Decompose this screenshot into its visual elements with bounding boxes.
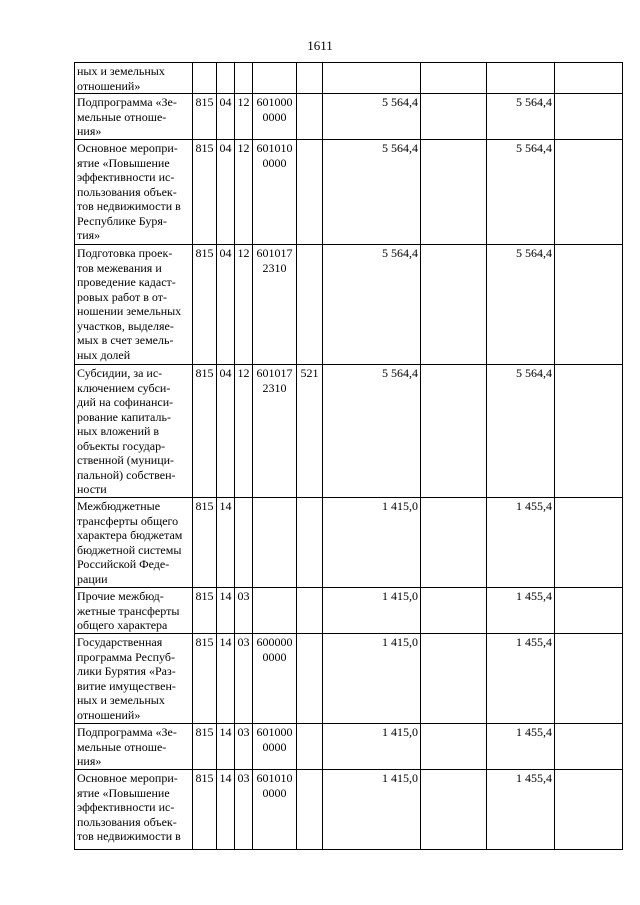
cell-sum-1 [323,245,421,365]
cell-rz-code [217,634,235,724]
cell-rz-code-text: 14 [219,771,232,785]
cell-pr-code-text: 12 [237,246,250,260]
table-row [75,63,623,94]
cell-pr-code-text: 12 [237,141,250,155]
cell-csr-code [253,770,297,850]
cell-gr-code [193,770,217,850]
cell-name [75,770,193,850]
cell-name-text: Межбюджетные трансферты общего характера бюджетам бюджетной системы Российской Феде- рации [77,499,183,586]
cell-name [75,634,193,724]
cell-csr-code [253,634,297,724]
cell-pr-code [235,498,253,588]
cell-vr-code [297,498,323,588]
cell-sum-1-text: 5 564,4 [382,141,418,155]
cell-sum-1 [323,365,421,498]
cell-pr-code [235,94,253,140]
table-row [75,634,623,724]
cell-name-text: Основное меропри- ятие «Повышение эффективности ис- пользования объек- тов недвижимости в [77,771,181,843]
cell-vr-code [297,245,323,365]
cell-sum-4 [555,770,623,850]
cell-vr-code-text: 521 [300,366,319,380]
cell-sum-1-text: 5 564,4 [382,366,418,380]
cell-csr-code [253,140,297,245]
cell-sum-1-text: 1 415,0 [382,725,418,739]
cell-rz-code-text: 14 [219,499,232,513]
cell-name [75,588,193,634]
cell-sum-1-text: 1 415,0 [382,635,418,649]
cell-sum-4 [555,498,623,588]
cell-vr-code [297,140,323,245]
cell-sum-1 [323,770,421,850]
cell-vr-code [297,724,323,770]
cell-sum-1-text: 1 415,0 [382,771,418,785]
cell-sum-1-text: 5 564,4 [382,95,418,109]
cell-sum-2 [421,724,487,770]
cell-rz-code [217,365,235,498]
cell-sum-2 [421,245,487,365]
cell-gr-code [193,588,217,634]
cell-vr-code [297,770,323,850]
cell-sum-3 [487,770,555,850]
cell-sum-3-text: 1 455,4 [516,725,552,739]
cell-sum-3-text: 5 564,4 [516,141,552,155]
cell-gr-code [193,63,217,94]
cell-csr-code-text: 601017 2310 [256,366,293,395]
cell-name-text: Подпрограмма «Зе- мельные отноше- ния» [77,95,177,138]
cell-sum-1-text: 1 415,0 [382,499,418,513]
cell-name [75,724,193,770]
cell-sum-4 [555,94,623,140]
cell-gr-code-text: 815 [195,635,214,649]
cell-sum-1 [323,724,421,770]
cell-sum-4 [555,634,623,724]
cell-sum-3-text: 1 455,4 [516,589,552,603]
cell-rz-code-text: 04 [219,246,232,260]
cell-pr-code [235,365,253,498]
cell-name-text: Государственная программа Респуб- лики Бурятия «Раз- витие имуществен- ных и земельных отношений» [77,635,176,722]
cell-gr-code-text: 815 [195,141,214,155]
cell-gr-code-text: 815 [195,246,214,260]
cell-sum-3-text: 5 564,4 [516,246,552,260]
table-row [75,94,623,140]
cell-csr-code [253,588,297,634]
cell-csr-code [253,94,297,140]
table-row [75,724,623,770]
cell-rz-code [217,770,235,850]
cell-rz-code-text: 04 [219,366,232,380]
cell-sum-2 [421,498,487,588]
cell-sum-2 [421,63,487,94]
cell-sum-2 [421,365,487,498]
cell-rz-code [217,724,235,770]
cell-csr-code [253,365,297,498]
cell-gr-code-text: 815 [195,499,214,513]
cell-csr-code-text: 601017 2310 [256,246,293,275]
cell-sum-2 [421,634,487,724]
cell-gr-code [193,94,217,140]
cell-rz-code-text: 04 [219,95,232,109]
cell-sum-1 [323,140,421,245]
cell-sum-2 [421,588,487,634]
cell-vr-code [297,365,323,498]
cell-sum-4 [555,63,623,94]
cell-name-text: Прочие межбюд- жетные трансферты общего характера [77,589,180,632]
cell-rz-code-text: 04 [219,141,232,155]
cell-pr-code [235,63,253,94]
page-number: 1611 [307,38,333,53]
cell-pr-code-text: 12 [237,366,250,380]
cell-sum-2 [421,94,487,140]
cell-sum-3 [487,588,555,634]
cell-csr-code [253,724,297,770]
table-row [75,770,623,850]
table-row [75,245,623,365]
cell-csr-code-text: 601010 0000 [256,771,293,800]
cell-sum-3 [487,498,555,588]
cell-vr-code [297,94,323,140]
cell-sum-3 [487,634,555,724]
cell-sum-3 [487,365,555,498]
cell-vr-code [297,588,323,634]
cell-sum-4 [555,724,623,770]
cell-gr-code-text: 815 [195,589,214,603]
cell-name-text: ных и земельных отношений» [77,64,165,93]
cell-sum-1-text: 5 564,4 [382,246,418,260]
cell-name-text: Подпрограмма «Зе- мельные отноше- ния» [77,725,177,768]
cell-gr-code [193,245,217,365]
cell-gr-code-text: 815 [195,95,214,109]
cell-rz-code [217,94,235,140]
cell-sum-3-text: 1 455,4 [516,771,552,785]
cell-gr-code-text: 815 [195,725,214,739]
cell-sum-3-text: 1 455,4 [516,499,552,513]
cell-gr-code [193,365,217,498]
cell-sum-3 [487,63,555,94]
cell-name [75,245,193,365]
cell-pr-code-text: 03 [237,725,250,739]
cell-rz-code-text: 14 [219,589,232,603]
cell-rz-code-text: 14 [219,635,232,649]
cell-gr-code-text: 815 [195,771,214,785]
cell-sum-1-text: 1 415,0 [382,589,418,603]
cell-sum-3 [487,724,555,770]
cell-gr-code [193,140,217,245]
cell-sum-4 [555,588,623,634]
cell-csr-code-text: 601000 0000 [256,725,293,754]
cell-rz-code [217,498,235,588]
cell-sum-4 [555,365,623,498]
cell-name [75,365,193,498]
cell-pr-code [235,634,253,724]
cell-pr-code [235,588,253,634]
cell-rz-code [217,140,235,245]
cell-vr-code [297,63,323,94]
table-body [75,63,623,850]
cell-sum-3-text: 1 455,4 [516,635,552,649]
cell-rz-code [217,245,235,365]
cell-sum-1 [323,634,421,724]
cell-name [75,140,193,245]
cell-sum-3-text: 5 564,4 [516,366,552,380]
cell-sum-1 [323,63,421,94]
cell-pr-code-text: 12 [237,95,250,109]
table-row [75,365,623,498]
cell-pr-code-text: 03 [237,771,250,785]
cell-pr-code-text: 03 [237,635,250,649]
cell-gr-code [193,724,217,770]
cell-rz-code-text: 14 [219,725,232,739]
cell-vr-code [297,634,323,724]
table-row [75,140,623,245]
cell-sum-3 [487,94,555,140]
cell-sum-1 [323,498,421,588]
cell-pr-code [235,245,253,365]
cell-pr-code [235,770,253,850]
cell-name-text: Подготовка проек- тов межевания и проведение кадаст- ровых работ в от- ношении земельных участков, выделяе- мых в счет земель- ных долей [77,246,182,362]
cell-name [75,63,193,94]
cell-sum-1 [323,588,421,634]
cell-csr-code-text: 601000 0000 [256,95,293,124]
cell-name [75,94,193,140]
cell-gr-code-text: 815 [195,366,214,380]
cell-csr-code [253,63,297,94]
cell-rz-code [217,588,235,634]
table-row [75,498,623,588]
cell-csr-code-text: 601010 0000 [256,141,293,170]
cell-sum-4 [555,140,623,245]
cell-gr-code [193,498,217,588]
cell-name-text: Основное меропри- ятие «Повышение эффективности ис- пользования объек- тов недвижимости в Республике Буря- тия» [77,141,181,242]
table-row [75,588,623,634]
cell-name-text: Субсидии, за ис- ключением субси- дий на софинанси- рование капиталь- ных вложений в объекты государ- ственной (муници- пальной) собствен- ности [77,366,176,496]
cell-pr-code [235,724,253,770]
cell-sum-3 [487,245,555,365]
cell-sum-4 [555,245,623,365]
cell-rz-code [217,63,235,94]
cell-sum-2 [421,770,487,850]
cell-name [75,498,193,588]
cell-gr-code [193,634,217,724]
budget-table [74,62,623,850]
cell-sum-2 [421,140,487,245]
cell-sum-1 [323,94,421,140]
cell-csr-code [253,498,297,588]
cell-pr-code [235,140,253,245]
cell-sum-3 [487,140,555,245]
cell-sum-3-text: 5 564,4 [516,95,552,109]
cell-csr-code-text: 600000 0000 [256,635,293,664]
cell-pr-code-text: 03 [237,589,250,603]
cell-csr-code [253,245,297,365]
